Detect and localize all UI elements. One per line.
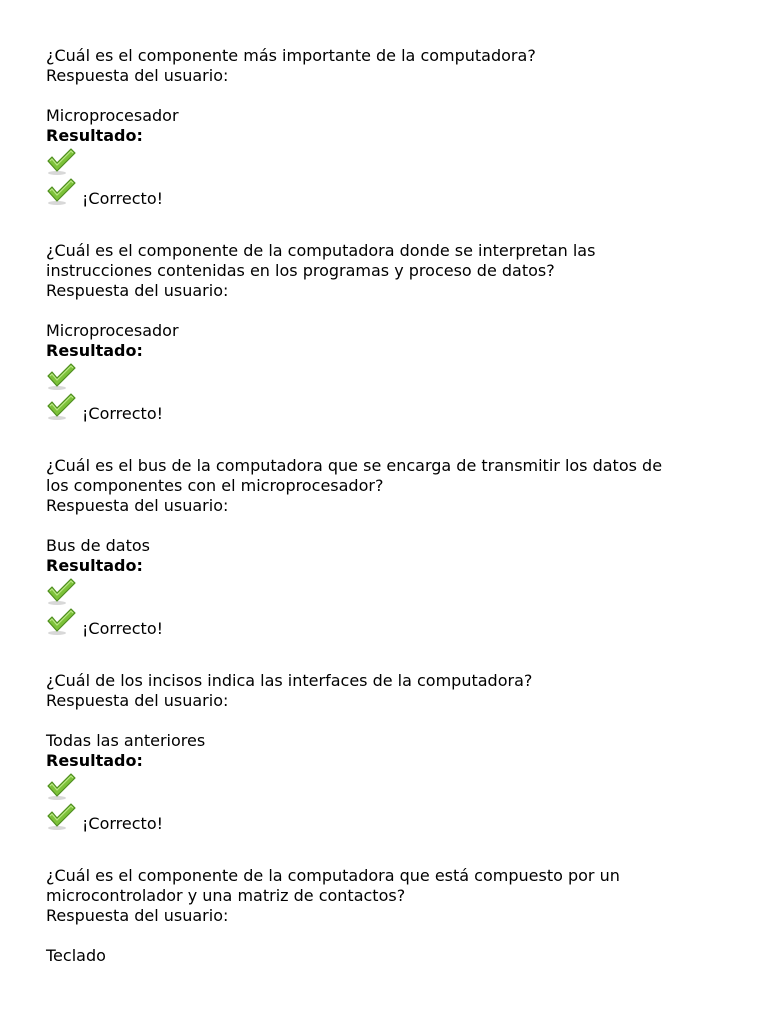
- correct-row: [46, 391, 726, 421]
- user-answer-value: Todas las anteriores: [46, 731, 206, 750]
- question-text: ¿Cuál es el componente más importante de la computadora?: [46, 46, 536, 65]
- question-text: ¿Cuál es el componente de la computadora donde se interpretan las: [46, 241, 596, 260]
- checkmark-icon: [46, 176, 76, 206]
- question-text: instrucciones contenidas en los programas y proceso de datos?: [46, 261, 555, 280]
- question-block: [46, 866, 726, 966]
- user-answer-label: Respuesta del usuario:: [46, 66, 229, 85]
- question-text: microcontrolador y una matriz de contactos?: [46, 886, 406, 905]
- result-label: Resultado:: [46, 126, 143, 145]
- checkmark-icon: [46, 576, 76, 606]
- result-label: Resultado:: [46, 751, 143, 770]
- question-block: [46, 46, 726, 206]
- user-answer-label: Respuesta del usuario:: [46, 906, 229, 925]
- user-answer-value: Teclado: [46, 946, 106, 965]
- question-text: ¿Cuál es el componente de la computadora que está compuesto por un: [46, 866, 620, 885]
- checkmark-icon: [46, 801, 76, 831]
- correct-text: ¡Correcto!: [82, 619, 164, 638]
- user-answer-value: Microprocesador: [46, 106, 179, 125]
- result-label: Resultado:: [46, 556, 143, 575]
- question-text: ¿Cuál es el bus de la computadora que se encarga de transmitir los datos de: [46, 456, 663, 475]
- question-block: [46, 671, 726, 831]
- user-answer-label: Respuesta del usuario:: [46, 281, 229, 300]
- question-block: [46, 456, 726, 636]
- checkmark-icon: [46, 361, 76, 391]
- correct-text: ¡Correcto!: [82, 189, 164, 208]
- checkmark-icon: [46, 606, 76, 636]
- question-text: ¿Cuál de los incisos indica las interfaces de la computadora?: [46, 671, 533, 690]
- checkmark-icon: [46, 146, 76, 176]
- checkmark-icon: [46, 391, 76, 421]
- user-answer-value: Microprocesador: [46, 321, 179, 340]
- checkmark-icon: [46, 771, 76, 801]
- correct-row: [46, 801, 726, 831]
- user-answer-label: Respuesta del usuario:: [46, 691, 229, 710]
- correct-row: [46, 606, 726, 636]
- question-block: [46, 241, 726, 421]
- user-answer-label: Respuesta del usuario:: [46, 496, 229, 515]
- user-answer-value: Bus de datos: [46, 536, 150, 555]
- correct-text: ¡Correcto!: [82, 814, 164, 833]
- question-text: los componentes con el microprocesador?: [46, 476, 384, 495]
- result-label: Resultado:: [46, 341, 143, 360]
- correct-row: [46, 176, 726, 206]
- correct-text: ¡Correcto!: [82, 404, 164, 423]
